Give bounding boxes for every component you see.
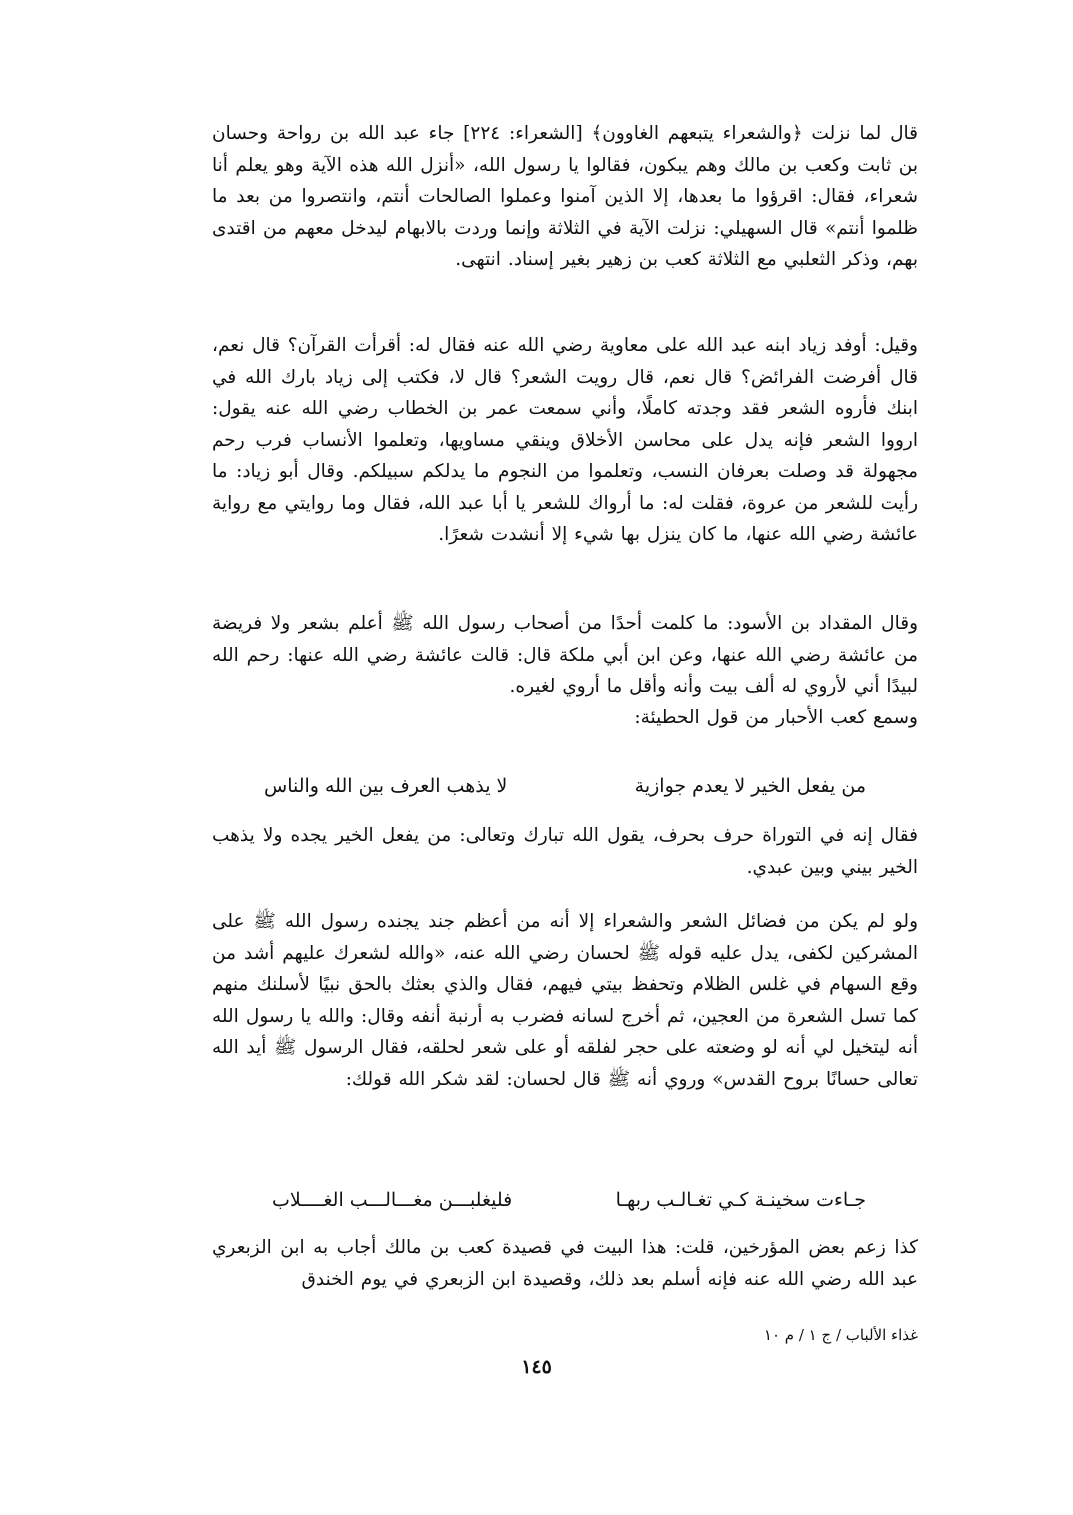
verse-first-hemistich: جـاءت سخينـة كـي تغـالـب ربهـا	[615, 1189, 866, 1211]
paragraph-al-miqdad-on-aisha: وقال المقداد بن الأسود: ما كلمت أحدًا من أصحاب رسول الله ﷺ أعلم بشعر ولا فريضة من عائشة رضي الله عنها، وعن ابن أبي ملكة قال: قالت عائشة رضي الله عنها: رحم الله لبيدًا أني لأروي له ألف بيت وأنه وأقل ما أروي لغيره.	[212, 613, 918, 697]
page-number: ١٤٥	[521, 1356, 552, 1378]
verse-sakhina	[212, 1184, 918, 1216]
verse-first-hemistich: من يفعل الخير لا يعدم جوازية	[634, 775, 866, 797]
verse-second-hemistich: لا يذهب العرف بين الله والناس	[264, 775, 508, 797]
paragraph-ziyad-and-muawiya: وقيل: أوفد زياد ابنه عبد الله على معاوية رضي الله عنه فقال له: أقرأت القرآن؟ قال نعم، قال أفرضت الفرائض؟ قال نعم، قال رويت الشعر؟ قال لا، فكتب إلى زياد بارك الله في ابنك فأروه الشعر فقد وجدته كاملًا، وأني سمعت عمر بن الخطاب رضي الله عنه يقول: ارووا الشعر فإنه يدل على محاسن الأخلاق وينقي مساويها، وتعلموا الأنساب فرب رحم مجهولة قد وصلت بعرفان النسب، وتعلموا من النجوم ما يدلكم سبيلكم. وقال أبو زياد: ما رأيت للشعر من عروة، فقلت له: ما أرواك للشعر يا أبا عبد الله، فقال وما روايتي مع رواية عائشة رضي الله عنها، ما كان ينزل بها شيء إلا أنشدت شعرًا.	[212, 335, 918, 545]
paragraph-hassan-poetry-virtue: ولو لم يكن من فضائل الشعر والشعراء إلا أنه من أعظم جند يجنده رسول الله ﷺ على المشركين لكفى، يدل عليه قوله ﷺ لحسان رضي الله عنه، «والله لشعرك عليهم أشد من وقع السهام في غلس الظلام وتحفظ بيتي فيهم، فقال والذي بعثك بالحق نبيًا لأسلنك منهم كما تسل الشعرة من العجين، ثم أخرج لسانه فضرب به أرنبة أنفه وقال: والله يا رسول الله أنه ليتخيل لي أنه لو وضعته على حجر لفلقه أو على شعر لحلقه، فقال الرسول ﷺ أيد الله تعالى حسانًا بروح القدس» وروي أنه ﷺ قال لحسان: لقد شكر الله قولك:	[212, 911, 918, 1090]
verse-second-hemistich: فليغلبـــن مغـــالـــب الغــــلاب	[272, 1189, 513, 1211]
paragraph-revelation-of-poets-verse: قال لما نزلت ﴿والشعراء يتبعهم الغاوون﴾ [الشعراء: ٢٢٤] جاء عبد الله بن رواحة وحسان بن ثابت وكعب بن مالك وهم يبكون، فقالوا يا رسول الله، «أنزل الله هذه الآية وهو يعلم أنا شعراء، فقال: اقرؤوا ما بعدها، إلا الذين آمنوا وعملوا الصالحات أنتم، وانتصروا من بعد ما ظلموا أنتم» قال السهيلي: نزلت الآية في الثلاثة وإنما وردت بالابهام ليدخل معهم من اقتدى بهم، وذكر الثعلبي مع الثلاثة كعب بن زهير بغير إسناد. انتهى.	[212, 123, 918, 270]
verse-al-hutayah	[212, 770, 918, 802]
footer-reference: غذاء الألباب / ج ١ / م ١٠	[763, 1326, 918, 1344]
paragraph-kaab-al-ahbar-intro: وسمع كعب الأحبار من قول الحطيئة:	[634, 707, 918, 728]
paragraph-historians-claim: كذا زعم بعض المؤرخين، قلت: هذا البيت في قصيدة كعب بن مالك أجاب به ابن الزبعري عبد الله رضي الله عنه فإنه أسلم بعد ذلك، وقصيدة ابن الزبعري في يوم الخندق	[212, 1237, 918, 1290]
paragraph-torah-comment: فقال إنه في التوراة حرف بحرف، يقول الله تبارك وتعالى: من يفعل الخير يجده ولا يذهب الخير بيني وبين عبدي.	[212, 825, 918, 878]
